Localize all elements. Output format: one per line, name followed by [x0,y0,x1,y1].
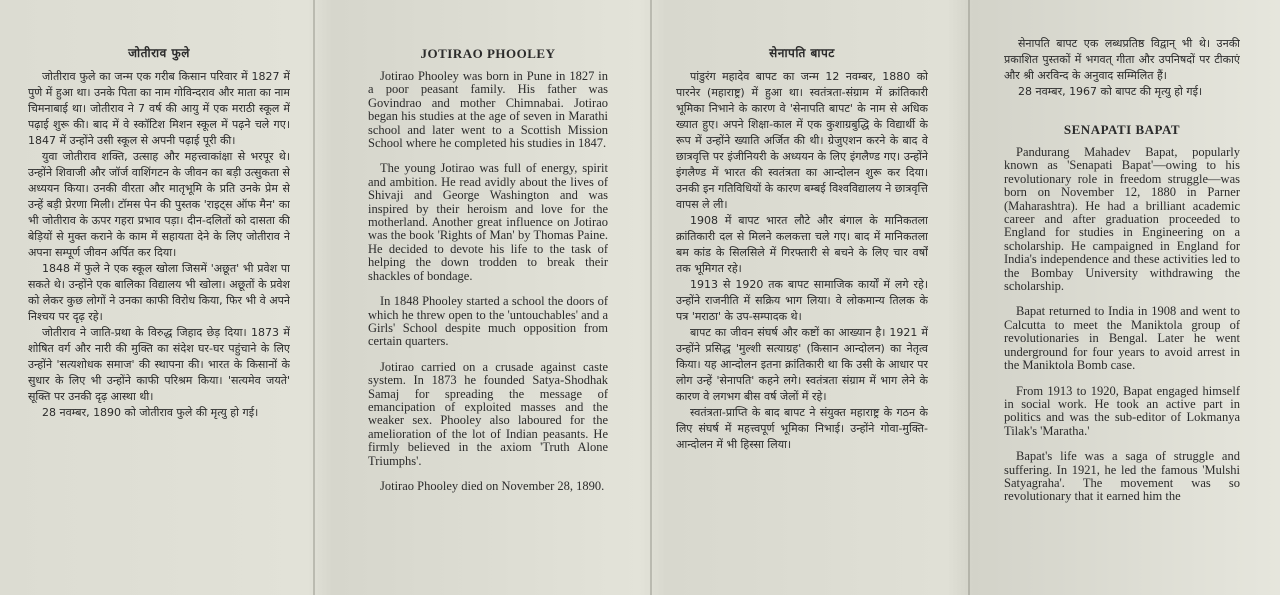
panel-phule-hindi [28,44,290,587]
paragraph: सेनापति बापट एक लब्धप्रतिष्ठ विद्वान् भी थे। उनकी प्रकाशित पुस्तकों में भगवत् गीता और उपनिषदों पर टीकाएं और श्री अरविन्द के अनुवाद सम्मिलित हैं। [1004,37,1240,82]
paragraph: Jotirao Phooley was born in Pune in 1827 in a poor peasant family. His father was Govindrao and mother Chimnabai. Jotirao began his studies at the age of seven in Marathi school and later went to a Scottish Mission School where he completed his studies in 1847. [368,69,608,151]
paragraph: 1908 में बापट भारत लौटे और बंगाल के मानिकतला क्रांतिकारी दल से मिलने कलकत्ता चले गए। बाद में मानिकतला बम कांड के सिलसिले में गिरफ्तारी से बचने के लिए चार वर्षों तक भूमिगत रहे। [676,214,928,275]
paragraph: युवा जोतीराव शक्ति, उत्साह और महत्त्वाकांक्षा से भरपूर थे। उन्होंने शिवाजी और जॉर्ज वाशिंगटन के जीवन का बड़ी उत्सुकता से अध्ययन किया। उनकी वीरता और मातृभूमि के प्रति उनके प्रेम से उन्हें बड़ी प्रेरणा मिली। टॉमस पेन की पुस्तक 'राइट्स ऑफ मैन' का भी जोतीराव के ऊपर गहरा प्रभाव पड़ा। दीन-दलितों को दासता की बेड़ियों से मुक्त कराने के काम में सहायता देने के लिए जोतीराव ने अपना सम्पूर्ण जीवन अर्पित कर दिया। [28,150,290,259]
paragraph: पांडुरंग महादेव बापट का जन्म 12 नवम्बर, 1880 को पारनेर (महाराष्ट्र) में हुआ था। स्वतंत्रता-संग्राम में क्रांतिकारी भूमिका निभाने के कारण वे 'सेनापति बापट' के नाम से अधिक ख्यात हुए। अपने शिक्षा-काल में एक कुशाग्रबुद्धि के विद्यार्थी के रूप में उन्होंने ख्याति अर्जित की थी। ग्रेजुएशन करने के बाद वे छात्रवृत्ति पर इंजीनियरी के अध्ययन के लिए इंगलैण्ड गए। उन्होंने इंगलैण्ड में भारत की स्वतंत्रता का आन्दोलन शुरू कर दिया। उनकी इन गतिविधियों के कारण बम्बई विश्वविद्यालय ने छात्रवृत्ति वापस ले ली। [676,70,928,211]
paragraph: 28 नवम्बर, 1890 को जोतीराव फुले की मृत्यु हो गई। [42,406,259,419]
paragraph: जोतीराव ने जाति-प्रथा के विरुद्ध जिहाद छेड़ दिया। 1873 में शोषित वर्ग और नारी की मुक्ति का संदेश घर-घर पहुंचाने के लिए उन्होंने 'सत्यशोधक समाज' की स्थापना की। भारत के किसानों के सुधार के लिए भी उन्होंने काफी परिश्रम किया। 'सत्यमेव जयते' सूक्ति पर उनकी दृढ़ आस्था थी। [28,326,290,403]
paragraph: 1913 से 1920 तक बापट सामाजिक कार्यों में लगे रहे। उन्होंने राजनीति में सक्रिय भाग लिया। वे लोकमान्य तिलक के पत्र 'मराठा' के उप-सम्पादक थे। [676,278,928,323]
paragraph: Bapat returned to India in 1908 and went to Calcutta to meet the Maniktola group of revolutionaries in Bengal. Later he went underground for four years to avoid arrest in the Maniktola Bomb case. [1004,304,1240,373]
paragraph: From 1913 to 1920, Bapat engaged himself in social work. He took an active part in politics and was the sub-editor of Lokmanya Tilak's 'Maratha.' [1004,383,1240,438]
panel-bapat-english [1004,36,1240,587]
panel-heading: SENAPATI BAPAT [1063,122,1181,137]
paragraph: In 1848 Phooley started a school the doors of which he threw open to the 'untouchables' and a Girls' School despite much opposition from certain quarters. [368,294,608,349]
paragraph: 28 नवम्बर, 1967 को बापट की मृत्यु हो गई। [1018,85,1203,98]
paragraph: Bapat's life was a saga of struggle and suffering. In 1921, he led the famous 'Mulshi Satyagraha'. The movement was so revolutionary that it earned him the [1004,449,1240,504]
fold-line [313,0,315,595]
english-section [1004,122,1240,504]
panel-bapat-hindi [676,44,928,587]
fold-line [968,0,970,595]
panel-heading: सेनापति बापट [769,46,835,60]
paragraph: जोतीराव फुले का जन्म एक गरीब किसान परिवार में 1827 में पुणे में हुआ था। उनके पिता का नाम गोविन्दराव और माता का नाम चिमनाबाई था। जोतीराव ने 7 वर्ष की आयु में एक मराठी स्कूल में पढ़ाई शुरू की। बाद में वे स्कॉटिश मिशन स्कूल में पढ़ने चले गए। 1847 में उन्होंने उसी स्कूल से अपनी पढ़ाई पूरी की। [28,70,290,147]
panel-heading: JOTIRAO PHOOLEY [420,46,556,61]
hindi-continuation [1004,36,1240,100]
paragraph: Jotirao carried on a crusade against caste system. In 1873 he founded Satya-Shodhak Samaj for spreading the message of emancipation of exploited masses and the weaker sex. Phooley also laboured for the amelioration of the lot of Indian peasants. He firmly believed in the axiom 'Truth Alone Triumphs'. [368,359,608,468]
paragraph: स्वतंत्रता-प्राप्ति के बाद बापट ने संयुक्त महाराष्ट्र के गठन के लिए संघर्ष में महत्त्वपूर्ण भूमिका निभाई। उन्होंने गोवा-मुक्ति-आन्दोलन में भी हिस्सा लिया। [676,406,928,451]
paragraph: 1848 में फुले ने एक स्कूल खोला जिसमें 'अछूत' भी प्रवेश पा सकते थे। उन्होंने एक बालिका विद्यालय भी खोला। अछूतों के प्रवेश को लेकर कुछ लोगों ने उनका काफी विरोध किया, फिर भी वे अपने निश्चय पर दृढ़ रहे। [28,262,290,323]
paragraph: बापट का जीवन संघर्ष और कष्टों का आख्यान है। 1921 में उन्होंने प्रसिद्ध 'मुल्शी सत्याग्रह' (किसान आन्दोलन) का नेतृत्व किया। यह आन्दोलन इतना क्रांतिकारी था कि उसी के आधार पर लोग उन्हें 'सेनापति' कहने लगे। स्वतंत्रता संग्राम में भाग लेने के कारण वे लगभग बीस वर्ष जेलों में रहे। [676,326,928,403]
panel-phooley-english [368,46,608,587]
paragraph: Pandurang Mahadev Bapat, popularly known as 'Senapati Bapat'—owing to his revolutionary role in freedom struggle—was born on November 12, 1880 in Parner (Maharashtra). He had a brilliant academic career and after graduation proceeded to England for studies in Engineering on a scholarship. He campaigned in England for India's independence and these activities led to the Bombay University withdrawing the scholarship. [1004,145,1240,294]
panel-heading: जोतीराव फुले [128,46,190,60]
paragraph: The young Jotirao was full of energy, spirit and ambition. He read avidly about the lives of Shivaji and George Washington and was inspired by their heroism and love for the motherland. Another great influence on Jotirao was the book 'Rights of Man' by Thomas Paine. He decided to devote his life to the task of helping the down trodden to break their shackles of bondage. [368,161,608,283]
paragraph: Jotirao Phooley died on November 28, 1890. [380,478,605,493]
fold-line [650,0,652,595]
